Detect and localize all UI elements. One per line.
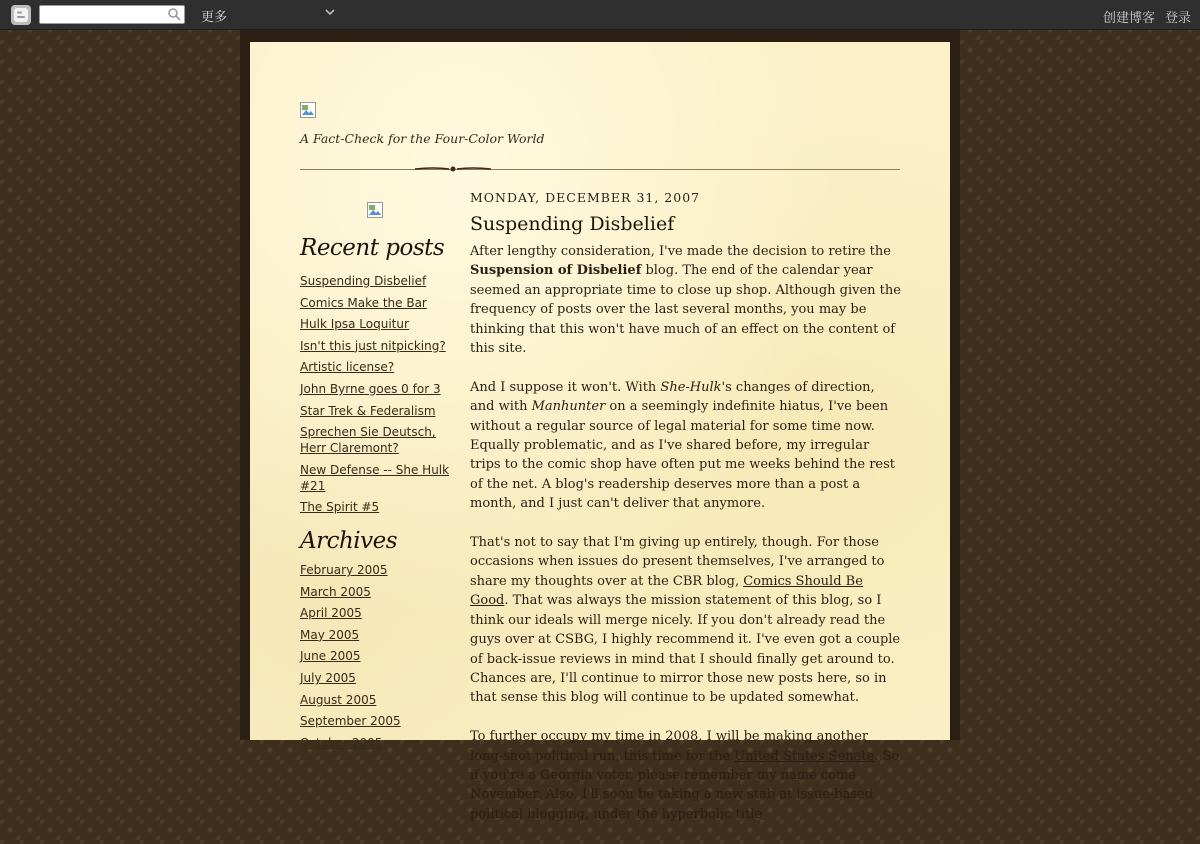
blog-tagline: A Fact-Check for the Four-Color World	[300, 131, 545, 146]
search-input[interactable]	[39, 5, 185, 24]
she-hulk-title: She-Hulk	[660, 379, 722, 395]
archive-link[interactable]: February 2005	[300, 563, 388, 577]
senate-link[interactable]: United States Senate	[734, 748, 875, 764]
login-link[interactable]: 登录	[1165, 10, 1192, 25]
post-paragraph: That's not to say that I'm giving up entirely, though. For those occasions when issues do present themselves, I've arranged to share my thoughts over at the CBR blog, Comics Should Be Good. That was always the mission statement of this blog, so I think our ideals will merge nicely. If you don't already read the guys over at CSBG, I highly recommend it. I've even got a couple of back-issue reviews in mind that I should finally get around to. Chances are, I'll continue to mirror those new posts here, so in that sense this blog will continue to be updated somewhat.	[470, 535, 901, 706]
archive-link[interactable]: May 2005	[300, 627, 360, 642]
search-icon[interactable]	[167, 7, 181, 21]
archive-link[interactable]: August 2005	[300, 692, 377, 707]
post-paragraph: To further occupy my time in 2008, I will be making another long-shot political run, this time for the United States Senate. So if you're a Georgia voter, please remember my name come November. Also, I'll soon be taking a new stab at issue-based political blogging, under the hyperbolic title	[470, 729, 900, 822]
recent-post-link[interactable]: Comics Make the Bar	[300, 295, 427, 310]
blog-name-bold: Suspension of Disbelief	[470, 263, 642, 279]
archives-list	[300, 562, 452, 756]
recent-posts-list	[300, 273, 452, 521]
recent-post-link[interactable]: The Spirit #5	[300, 500, 380, 515]
archives-heading: Archives	[300, 528, 398, 554]
recent-post-link[interactable]: John Byrne goes 0 for 3	[300, 381, 441, 396]
recent-post-link[interactable]: Suspending Disbelief	[300, 274, 427, 288]
recent-post-link[interactable]: New Defense -- She Hulk #21	[300, 462, 450, 493]
archive-link[interactable]: April 2005	[300, 606, 362, 621]
blogger-navbar	[0, 0, 1200, 30]
post-body	[470, 242, 902, 844]
ornament-icon	[415, 163, 491, 175]
recent-post-link[interactable]: Isn't this just nitpicking?	[300, 338, 446, 353]
recent-post-link[interactable]: Sprechen Sie Deutsch, Herr Claremont?	[300, 425, 436, 456]
archive-link[interactable]: June 2005	[300, 649, 361, 664]
recent-post-link[interactable]: Artistic license?	[300, 360, 395, 375]
create-blog-link[interactable]: 创建博客	[1103, 10, 1156, 25]
more-menu[interactable]: 更多	[201, 9, 228, 24]
recent-posts-heading: Recent posts	[300, 235, 445, 261]
manhunter-title: Manhunter	[531, 399, 606, 415]
header-divider	[300, 169, 900, 170]
archive-link[interactable]: September 2005	[300, 714, 401, 729]
post-date: MONDAY, DECEMBER 31, 2007	[470, 190, 701, 205]
csbg-link[interactable]: Comics Should Be Good	[470, 573, 863, 609]
post-paragraph: After lengthy consideration, I've made the decision to retire the Suspension of Disbelief blog. The end of the calendar year seemed an appropriate time to close up shop. Although given the frequency of posts over the last several months, you may be thinking that this won't have much of an effect on the content of this site.	[470, 244, 901, 357]
archive-link[interactable]: October 2005	[300, 735, 383, 750]
broken-image-icon	[300, 102, 316, 118]
blogger-logo-icon[interactable]	[11, 5, 31, 25]
chevron-down-icon[interactable]	[325, 7, 335, 17]
archive-link[interactable]: July 2005	[300, 670, 356, 685]
archive-link[interactable]: March 2005	[300, 584, 371, 599]
post-title[interactable]: Suspending Disbelief	[470, 213, 675, 235]
sidebar-image-icon	[367, 202, 383, 218]
recent-post-link[interactable]: Star Trek & Federalism	[300, 403, 436, 418]
recent-post-link[interactable]: Hulk Ipsa Loquitur	[300, 317, 409, 332]
post-paragraph: And I suppose it won't. With She-Hulk's changes of direction, and with Manhunter on a seemingly indefinite hiatus, I've been without a regular source of legal material for some time now. Equally problematic, and as I've shared before, my irregular trips to the comic shop have often put me weeks behind the rest of the net. A blog's readership deserves more than a post a month, and I just can't deliver that anymore.	[470, 379, 896, 512]
